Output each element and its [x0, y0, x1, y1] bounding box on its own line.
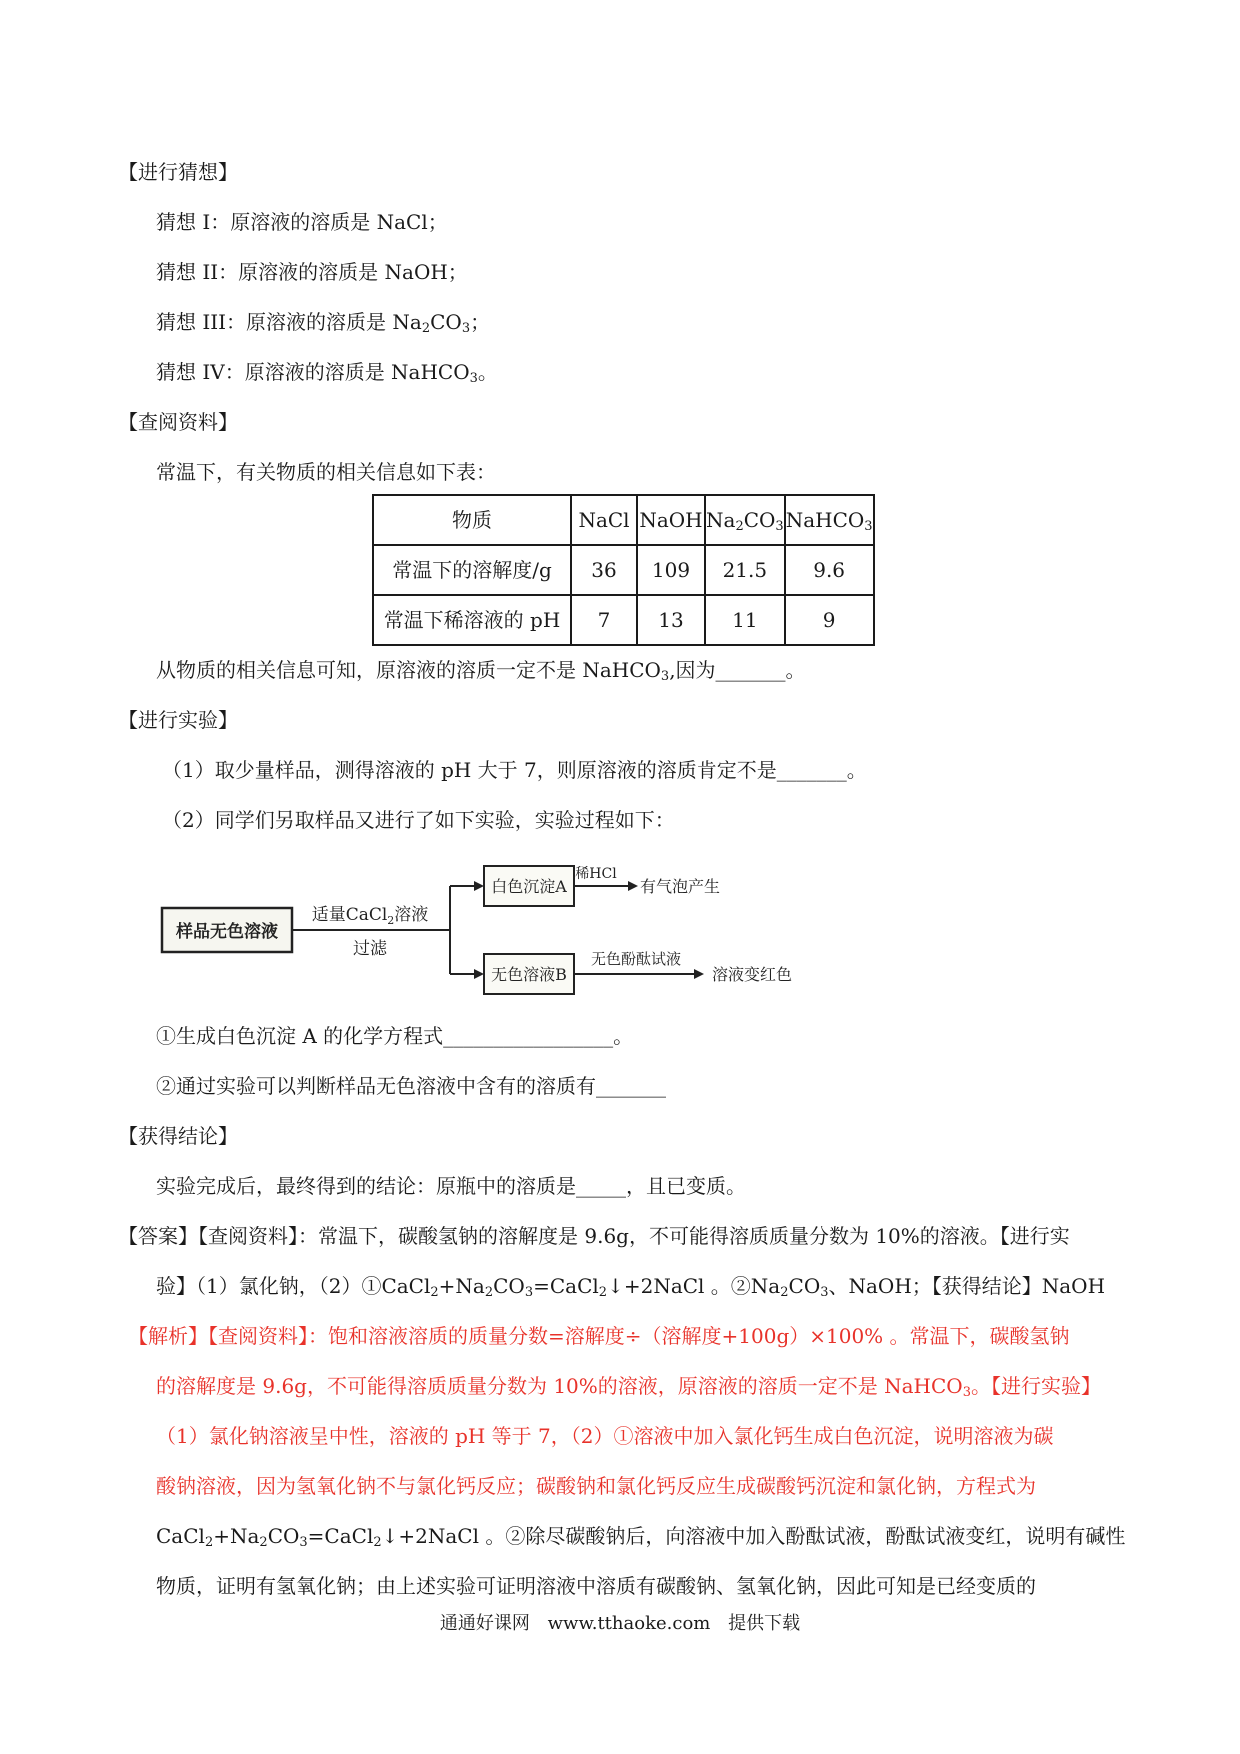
- table-header-row: [373, 495, 874, 545]
- table-cell: 13: [637, 595, 705, 645]
- arrow-icon: [694, 969, 704, 979]
- footer-site-name: 通通好课网: [439, 1613, 530, 1634]
- table-cell: 11: [705, 595, 785, 645]
- flow-filter-label: 过滤: [353, 939, 387, 959]
- table-cell: 9: [785, 595, 874, 645]
- table-cell: 21.5: [705, 545, 785, 595]
- reference-intro: 常温下，有关物质的相关信息如下表：: [156, 460, 496, 484]
- section-title-conclusion: 【获得结论】: [118, 1124, 238, 1148]
- analysis-line-4: 酸钠溶液，因为氢氧化钠不与氯化钙反应；碳酸钠和氯化钙反应生成碳酸钙沉淀和氯化钠，方程式为: [156, 1474, 1036, 1498]
- footer-url[interactable]: www.tthaoke.com: [547, 1613, 711, 1634]
- reference-conclusion: 从物质的相关信息可知，原溶液的溶质一定不是 NaHCO$_3$,因为_______。: [156, 658, 806, 684]
- arrow-icon: [474, 881, 484, 891]
- table-cell: 9.6: [785, 545, 874, 595]
- flow-result-a-label: 有气泡产生: [639, 877, 721, 896]
- flow-box-a-label: 白色沉淀A: [491, 877, 567, 896]
- table-cell: NaOH: [637, 495, 705, 545]
- conclusion-text: 实验完成后，最终得到的结论：原瓶中的溶质是_____，且已变质。: [156, 1174, 746, 1198]
- arrow-icon: [628, 881, 638, 891]
- analysis-line-6: 物质，证明有氢氧化钠；由上述实验可证明溶液中溶质有碳酸钠、氢氧化钠，因此可知是已经变质的: [156, 1574, 1036, 1598]
- table-row: [373, 545, 874, 595]
- hypothesis-3: 猜想 III：原溶液的溶质是 $Na_2CO_3$；: [156, 310, 491, 336]
- hypothesis-1: 猜想 I：原溶液的溶质是 NaCl；: [156, 210, 448, 234]
- experiment-flow-diagram: [160, 848, 810, 1000]
- table-cell: NaCl: [571, 495, 637, 545]
- section-title-experiment: 【进行实验】: [118, 708, 238, 732]
- hypothesis-2: 猜想 II：原溶液的溶质是 NaOH；: [156, 260, 468, 284]
- flow-box-b-label: 无色溶液B: [491, 965, 567, 984]
- experiment-question-1: （1）取少量样品，测得溶液的 pH 大于 7，则原溶液的溶质肯定不是_______。: [162, 758, 867, 782]
- answer-line-2: 验】（1）氯化钠，$(2)①CaCl_2+Na_2CO_3=CaCl_2↓+2NaCl$ 。$②Na_2CO_3$、NaOH；【获得结论】NaOH: [156, 1274, 1106, 1300]
- arrow-icon: [474, 969, 484, 979]
- analysis-line-2: 的溶解度是 9.6g，不可能得溶质质量分数为 10%的溶液，原溶液的溶质一定不是 NaHCO$_3$。【进行实验】: [156, 1374, 1101, 1400]
- analysis-line-3: （1）氯化钠溶液呈中性，溶液的 pH 等于 7，（2）①溶液中加入氯化钙生成白色沉淀，说明溶液为碳: [156, 1424, 1054, 1448]
- table-row: [373, 595, 874, 645]
- table-cell: 物质: [373, 495, 571, 545]
- experiment-step-1: ①生成白色沉淀 A 的化学方程式_________________。: [156, 1024, 634, 1048]
- analysis-line-1: 【解析】【查阅资料】：饱和溶液溶质的质量分数=溶解度÷（溶解度+100g）×100% 。常温下，碳酸氢钠: [128, 1324, 1070, 1348]
- flow-sample-label: 样品无色溶液: [176, 922, 278, 942]
- experiment-step-2: ②通过实验可以判断样品无色溶液中含有的溶质有_______: [156, 1074, 666, 1098]
- flow-reagent-label: 适量CaCl$_2$溶液: [311, 905, 429, 927]
- analysis-line-5: $CaCl_2+Na_2CO_3=CaCl_2↓+2NaCl$ 。②除尽碳酸钠后，向溶液中加入酚酞试液，酚酞试液变红，说明有碱性: [156, 1524, 1126, 1550]
- hypothesis-4: 猜想 IV：原溶液的溶质是 NaHCO$_3$。: [156, 360, 498, 386]
- page-footer: [0, 1612, 1240, 1636]
- flow-result-b-label: 溶液变红色: [711, 965, 793, 984]
- section-title-reference: 【查阅资料】: [118, 410, 238, 434]
- table-cell: $Na_2CO_3$: [705, 495, 785, 545]
- experiment-question-2: （2）同学们另取样品又进行了如下实验，实验过程如下：: [162, 808, 675, 832]
- properties-table: [372, 494, 875, 646]
- flow-indicator-label: 无色酚酞试液: [590, 950, 682, 968]
- table-cell: 常温下稀溶液的 pH: [373, 595, 571, 645]
- table-cell: NaHCO$_3$: [785, 495, 874, 545]
- table-cell: 7: [571, 595, 637, 645]
- answer-line-1: 【答案】【查阅资料】：常温下，碳酸氢钠的溶解度是 9.6g，不可能得溶质质量分数为 10%的溶液。【进行实: [118, 1224, 1070, 1248]
- table-cell: 常温下的溶解度/g: [373, 545, 571, 595]
- section-title-hypothesis: 【进行猜想】: [118, 160, 238, 184]
- table-cell: 36: [571, 545, 637, 595]
- footer-note: 提供下载: [728, 1613, 801, 1634]
- table-cell: 109: [637, 545, 705, 595]
- flow-acid-label: 稀HCl: [575, 866, 617, 882]
